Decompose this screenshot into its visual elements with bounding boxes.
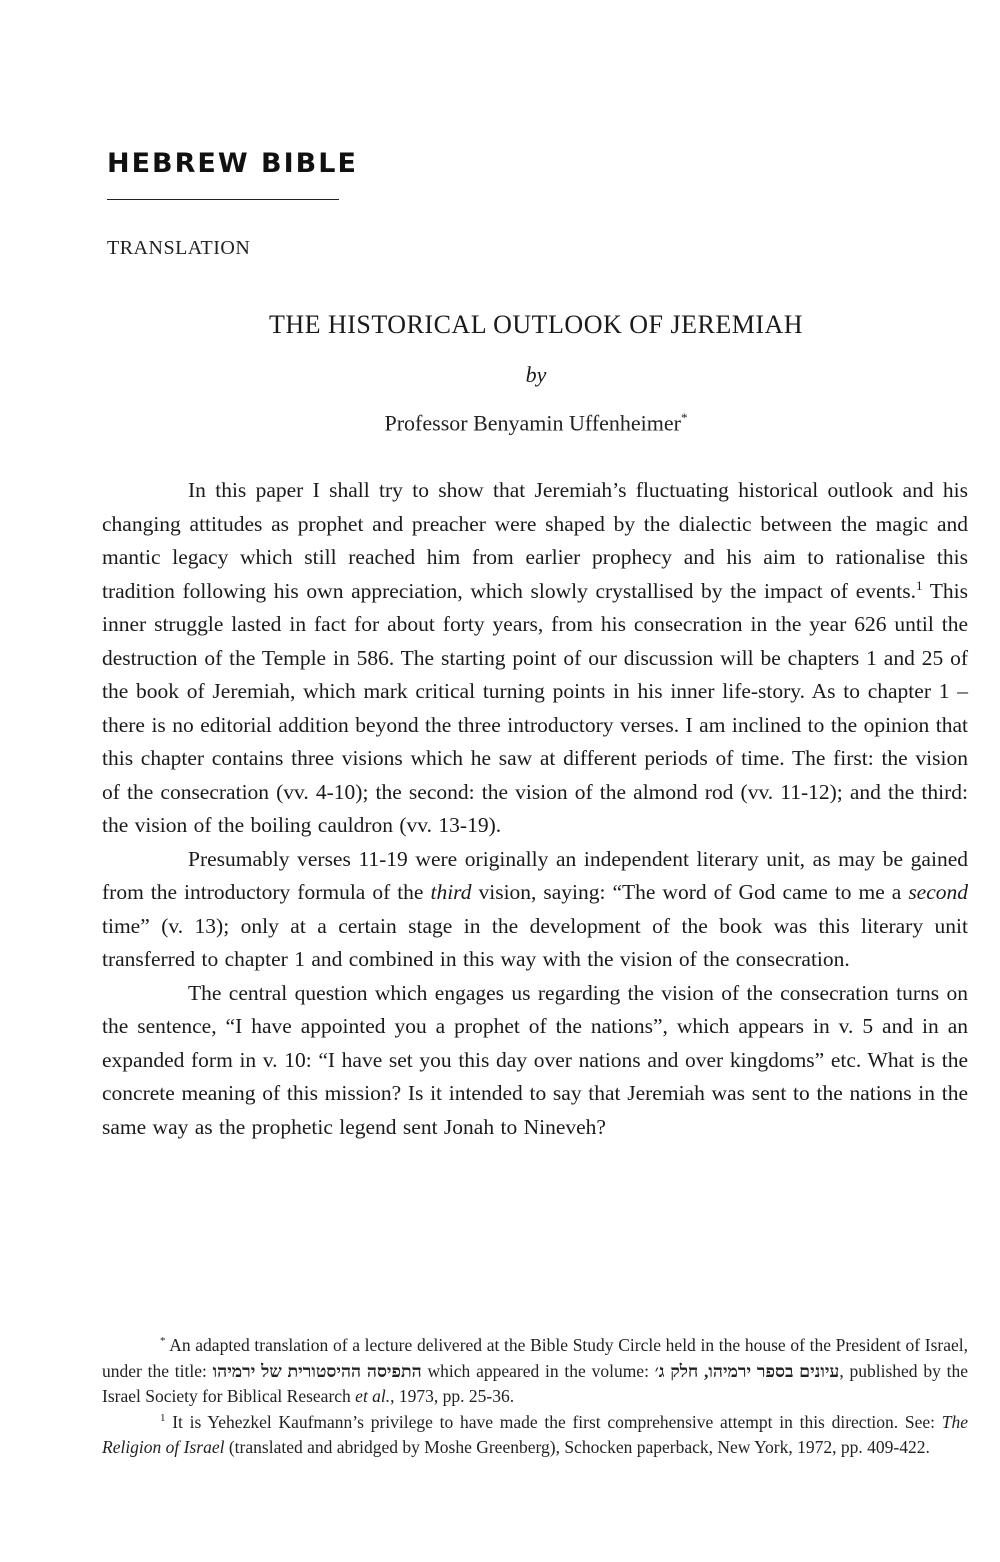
footnotes <box>102 1333 968 1461</box>
paragraph-2-emphasis-third: third <box>430 880 472 904</box>
section-header: HEBREW BIBLE <box>107 148 358 179</box>
footnote-star-emphasis: et al. <box>355 1386 391 1406</box>
author-footnote-mark: * <box>681 410 688 425</box>
footnote-star-mark: * <box>160 1335 166 1348</box>
paragraph-2-text-c: time” (v. 13); only at a certain stage in the development of the book was this literary unit transferred to chapter 1 and combined in this way with the vision of the consecration. <box>102 913 968 971</box>
hebrew-title: התפיסה ההיסטורית של ירמיהו <box>212 1360 422 1381</box>
footnote-star-text-b: which appeared in the volume: <box>421 1360 655 1381</box>
paragraph-1-text-b: This inner struggle lasted in fact for about forty years, from his consecration in the year 626 until the destruction of the Temple in 586. The starting point of our discussion will be chapters 1 and 25 of the book of Jeremiah, which mark critical turning points in his inner life-story. As to chapter 1 – there is no editorial addition beyond the three introductory verses. I am inclined to the opinion that this chapter contains three visions which he saw at different periods of time. The first: the vision of the consecration (vv. 4-10); the second: the vision of the almond rod (vv. 11-12); and the third: the vision of the boiling cauldron (vv. 13-19). <box>102 578 968 837</box>
footnote-star-text-c: , published by the Israel Society for Biblical Research <box>102 1360 969 1406</box>
paragraph-2-emphasis-second: second <box>908 880 969 904</box>
footnote-ref-1: 1 <box>916 577 923 593</box>
paragraph-1-text-a: In this paper I shall try to show that Jeremiah’s fluctuating historical outlook and his changing attitudes as prophet and preacher were shaped by the dialectic between the magic and mantic legacy which still reached him from earlier prophecy and his aim to rationalise this tradition following his own appreciation, which slowly crystallised by the impact of events. <box>102 478 968 603</box>
paragraph-1 <box>102 474 968 843</box>
footnote-star-text-a: An adapted translation of a lecture delivered at the Bible Study Circle held in the house of the President of Israel, under the title: <box>102 1335 968 1381</box>
footnote-1-book-title: The Religion of Israel <box>102 1411 968 1457</box>
author-name <box>0 410 1000 436</box>
footnote-1 <box>102 1410 968 1461</box>
author-text: Professor Benyamin Uffenheimer <box>384 410 682 436</box>
byline: by <box>525 362 547 387</box>
article-body <box>102 474 968 1144</box>
paragraph-2-text-a: Presumably verses 11-19 were originally an independent literary unit, as may be gained from the introductory formula of the <box>102 846 968 904</box>
footnote-1-text-a: It is Yehezkel Kaufmann’s privilege to have made the first comprehensive attempt in this direction. See: <box>165 1411 942 1432</box>
paragraph-2 <box>102 843 968 977</box>
section-subheading: TRANSLATION <box>107 237 251 259</box>
footnote-star <box>102 1333 968 1410</box>
hebrew-volume-title: עיונים בספר ירמיהו, חלק ג׳ <box>654 1360 840 1381</box>
paragraph-2-text-b: vision, saying: “The word of God came to me a <box>471 880 909 904</box>
footnote-1-mark: 1 <box>160 1411 166 1424</box>
footnote-1-text-b: (translated and abridged by Moshe Greenberg), Schocken paperback, New York, 1972, pp. 409-422. <box>224 1437 930 1457</box>
paragraph-3: The central question which engages us regarding the vision of the consecration turns on the sentence, “I have appointed you a prophet of the nations”, which appears in v. 5 and in an expanded form in v. 10: “I have set you this day over nations and over kingdoms” etc. What is the concrete meaning of this mission? Is it intended to say that Jeremiah was sent to the nations in the same way as the prophetic legend sent Jonah to Nineveh? <box>102 980 968 1139</box>
header-rule <box>107 199 339 200</box>
footnote-star-text-d: , 1973, pp. 25-36. <box>390 1386 515 1406</box>
article-title: THE HISTORICAL OUTLOOK OF JEREMIAH <box>268 310 804 339</box>
